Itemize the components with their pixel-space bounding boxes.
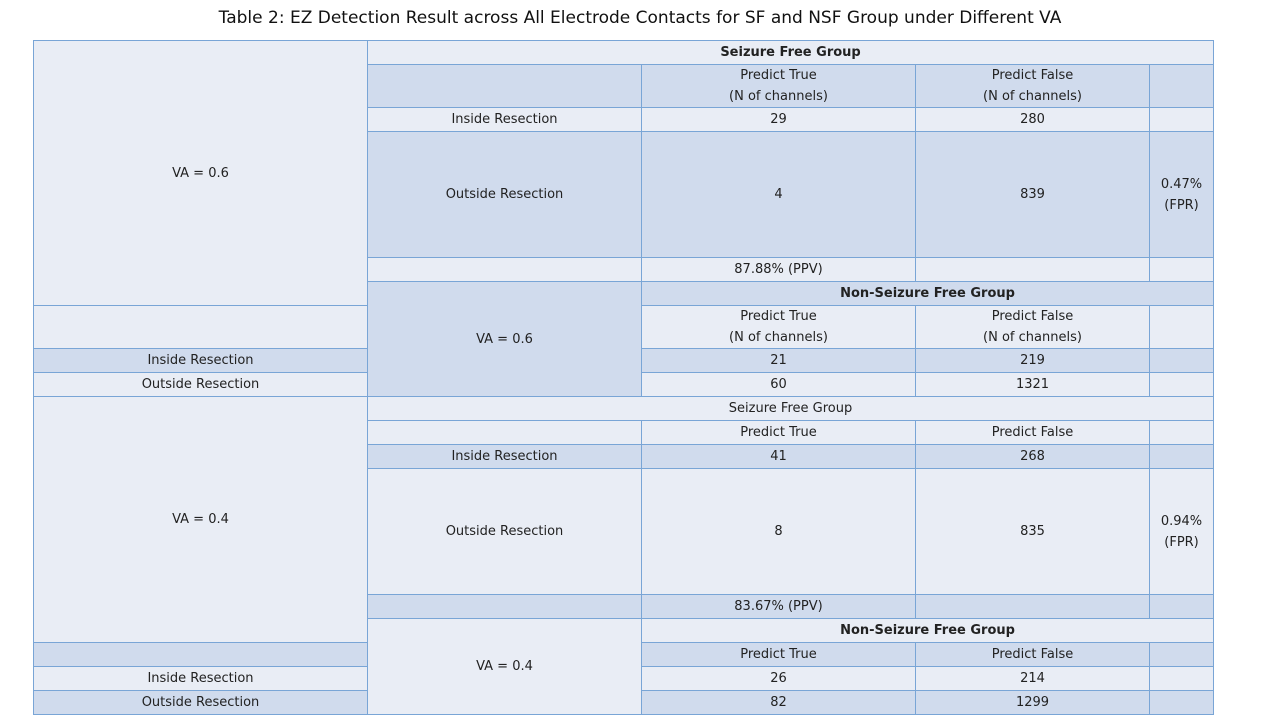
fpr-label: (FPR) (1164, 534, 1199, 550)
outside-false-value: 1299 (916, 691, 1150, 715)
outside-true-value: 4 (642, 132, 916, 258)
outside-true-value: 8 (642, 469, 916, 595)
predict-true-header: Predict True (642, 421, 916, 445)
inside-false-value: 219 (916, 349, 1150, 373)
va-label: VA = 0.6 (34, 41, 368, 306)
empty-cell (1150, 258, 1214, 282)
empty-cell (368, 421, 642, 445)
inside-true-value: 29 (642, 108, 916, 132)
group-header: Seizure Free Group (368, 41, 1214, 65)
group-header: Non-Seizure Free Group (642, 282, 1214, 306)
empty-cell (1150, 373, 1214, 397)
inside-true-value: 26 (642, 667, 916, 691)
table-row (34, 397, 1214, 421)
empty-cell (1150, 421, 1214, 445)
empty-cell (1150, 349, 1214, 373)
empty-cell (368, 258, 642, 282)
empty-cell (1150, 65, 1214, 108)
predict-false-header: Predict False (916, 421, 1150, 445)
outside-resection-label: Outside Resection (368, 132, 642, 258)
table-title: Table 2: EZ Detection Result across All Electrode Contacts for SF and NSF Group under Different VA (218, 8, 1062, 28)
outside-true-value: 82 (642, 691, 916, 715)
empty-cell (34, 306, 368, 349)
predict-false-header: Predict False (916, 643, 1150, 667)
inside-true-value: 21 (642, 349, 916, 373)
ez-detection-table (33, 40, 1214, 715)
va-label: VA = 0.6 (368, 282, 642, 397)
empty-cell (1150, 445, 1214, 469)
inside-resection-label: Inside Resection (368, 108, 642, 132)
outside-resection-label: Outside Resection (368, 469, 642, 595)
outside-false-value: 1321 (916, 373, 1150, 397)
ppv-value: 87.88% (PPV) (642, 258, 916, 282)
outside-true-value: 60 (642, 373, 916, 397)
inside-false-value: 214 (916, 667, 1150, 691)
va-label: VA = 0.4 (368, 619, 642, 715)
empty-cell (916, 258, 1150, 282)
fpr-cell (1150, 132, 1214, 258)
inside-resection-label: Inside Resection (368, 445, 642, 469)
predict-true-header: Predict True (N of channels) (642, 306, 916, 349)
table-row (34, 41, 1214, 65)
empty-cell (916, 595, 1150, 619)
empty-cell (1150, 595, 1214, 619)
predict-false-header: Predict False (N of channels) (916, 65, 1150, 108)
inside-true-value: 41 (642, 445, 916, 469)
fpr-value: 0.47% (1160, 176, 1203, 192)
empty-cell (1150, 108, 1214, 132)
predict-true-header: Predict True (N of channels) (642, 65, 916, 108)
inside-resection-label: Inside Resection (34, 667, 368, 691)
fpr-cell (1150, 469, 1214, 595)
group-header: Non-Seizure Free Group (642, 619, 1214, 643)
group-header: Seizure Free Group (368, 397, 1214, 421)
empty-cell (368, 65, 642, 108)
empty-cell (1150, 667, 1214, 691)
empty-cell (1150, 643, 1214, 667)
outside-false-value: 835 (916, 469, 1150, 595)
outside-resection-label: Outside Resection (34, 373, 368, 397)
ppv-value: 83.67% (PPV) (642, 595, 916, 619)
outside-resection-label: Outside Resection (34, 691, 368, 715)
predict-true-header: Predict True (642, 643, 916, 667)
empty-cell (1150, 306, 1214, 349)
empty-cell (368, 595, 642, 619)
inside-false-value: 280 (916, 108, 1150, 132)
va-label: VA = 0.4 (34, 397, 368, 643)
empty-cell (34, 643, 368, 667)
fpr-label: (FPR) (1164, 197, 1199, 213)
empty-cell (1150, 691, 1214, 715)
inside-false-value: 268 (916, 445, 1150, 469)
fpr-value: 0.94% (1160, 513, 1203, 529)
predict-false-header: Predict False (N of channels) (916, 306, 1150, 349)
outside-false-value: 839 (916, 132, 1150, 258)
inside-resection-label: Inside Resection (34, 349, 368, 373)
